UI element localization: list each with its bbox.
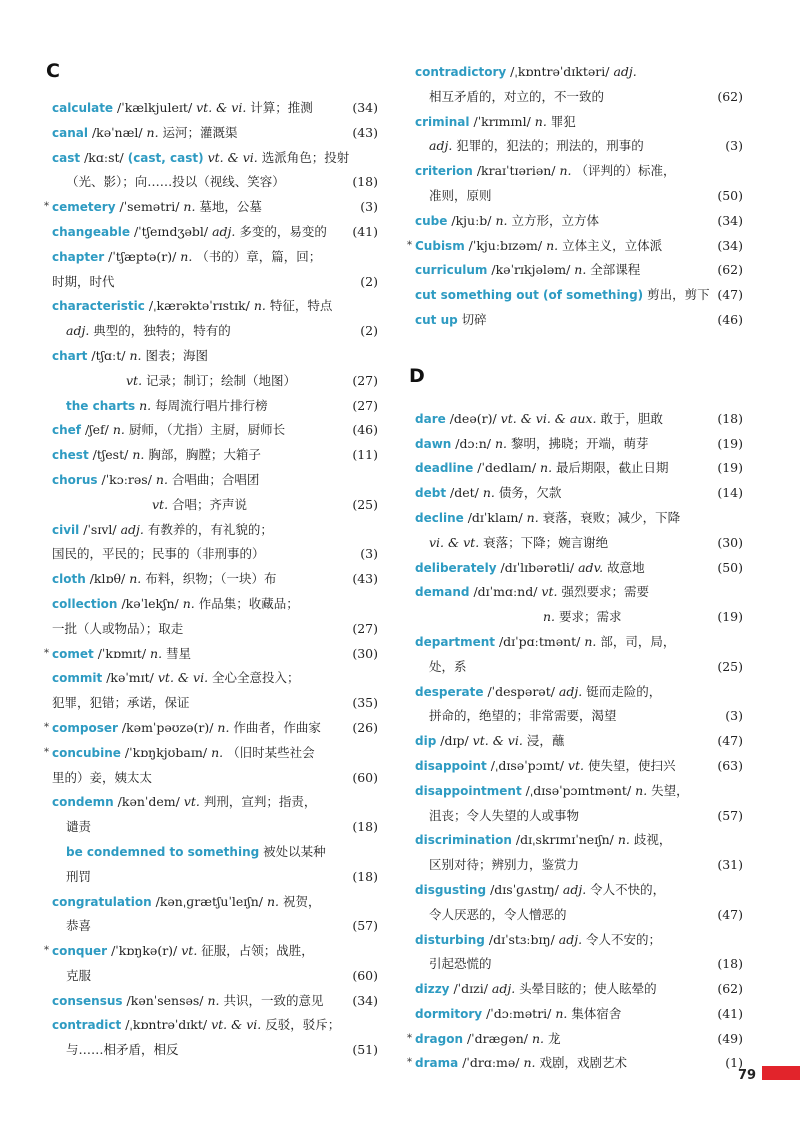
headword: chorus xyxy=(52,472,98,487)
headword: drama xyxy=(415,1056,459,1071)
entry-curriculum: curriculum /kəˈrɪkjələm/ n. 全部课程 (62) xyxy=(415,258,743,283)
page-ref: (49) xyxy=(717,1030,743,1046)
star-marker: * xyxy=(44,945,49,957)
entry-disgusting: disgusting /dɪsˈɡʌstɪŋ/ adj. 令人不快的， xyxy=(415,881,666,897)
entry-cubism: * Cubism /ˈkjuːbɪzəm/ n. 立体主义，立体派 (34) xyxy=(415,234,743,259)
star-marker: * xyxy=(407,1057,412,1069)
page-ref: (19) xyxy=(717,435,743,451)
page-ref: (34) xyxy=(717,212,743,228)
page-ref: (25) xyxy=(352,496,378,512)
star-marker: * xyxy=(44,201,49,213)
headword: department xyxy=(415,634,495,649)
headword: consensus xyxy=(52,993,123,1008)
page-number: 79 xyxy=(738,1068,757,1083)
entry-criterion: criterion /kraɪˈtɪəriən/ n. （评判的）标准， xyxy=(415,163,676,179)
headword: characteristic xyxy=(52,299,145,314)
page-ref: (3) xyxy=(360,199,378,215)
page-ref: (30) xyxy=(717,534,743,550)
headword: cut something out (of something) xyxy=(415,288,644,303)
entry-commit-cont: 犯罪，犯错；承诺，保证 (35) xyxy=(52,691,378,716)
page-ref: (34) xyxy=(352,992,378,1008)
page-ref: (46) xyxy=(717,311,743,327)
headword: concubine xyxy=(52,745,121,760)
headword: criterion xyxy=(415,164,473,179)
entry-be-condemned-cont: 刑罚 (18) xyxy=(52,865,378,890)
page-ref: (47) xyxy=(717,906,743,922)
entry-collection: collection /kəˈlekʃn/ n. 作品集；收藏品； xyxy=(52,595,299,611)
entry-chorus-cont: vt. 合唱；齐声说 (25) xyxy=(52,493,378,518)
headword: contradictory xyxy=(415,65,507,79)
entry-consensus: consensus /kənˈsensəs/ n. 共识，一致的意见 (34) xyxy=(52,989,378,1014)
entry-dormitory: dormitory /ˈdɔːmətri/ n. 集体宿舍 (41) xyxy=(415,1002,743,1027)
headword: conquer xyxy=(52,944,108,959)
headword: disappointment xyxy=(415,783,522,798)
entry-discrimination-cont: 区别对待；辨别力，鉴赏力 (31) xyxy=(415,853,743,878)
headword: cut up xyxy=(415,312,458,327)
entry-condemn-cont: 谴责 (18) xyxy=(52,815,378,840)
entry-desperate: desperate /ˈdespərət/ adj. 铤而走险的， xyxy=(415,683,662,699)
entry-deadline: deadline /ˈdedlaɪn/ n. 最后期限，截止日期 (19) xyxy=(415,456,743,481)
page-ref: (30) xyxy=(352,645,378,661)
entry-demand: demand /dɪˈmɑːnd/ vt. 强烈要求；需要 xyxy=(415,584,649,600)
entry-concubine: * concubine /ˈkɒŋkjʊbaɪn/ n. （旧时某些社会 xyxy=(52,741,378,766)
entry-criminal: criminal /ˈkrɪmɪnl/ n. 罪犯 xyxy=(415,113,576,129)
page-ref: (25) xyxy=(717,658,743,674)
headword: chart xyxy=(52,348,88,363)
entry-contradictory-cont: 相互矛盾的，对立的，不一致的 (62) xyxy=(415,85,743,110)
headword: dare xyxy=(415,411,446,426)
headword: calculate xyxy=(52,101,114,115)
headword: cube xyxy=(415,213,448,228)
entry-cemetery: * cemetery /ˈsemətri/ n. 墓地，公墓 (3) xyxy=(52,195,378,220)
entry-disappointment: disappointment /ˌdɪsəˈpɔɪntmənt/ n. 失望， xyxy=(415,782,689,798)
page-ref: (50) xyxy=(717,187,743,203)
entry-desperate-cont: 拼命的，绝望的；非常需要，渴望 (3) xyxy=(415,704,743,729)
section-gap xyxy=(415,333,743,407)
entry-contradictory: contradictory /ˌkɒntrəˈdɪktəri/ adj. xyxy=(415,64,637,79)
star-marker: * xyxy=(407,239,412,251)
headword: chef xyxy=(52,423,82,438)
headword: civil xyxy=(52,522,80,537)
page-ref: (3) xyxy=(725,138,743,154)
headword: commit xyxy=(52,671,103,686)
entry-discrimination: discrimination /dɪˌskrɪmɪˈneɪʃn/ n. 歧视， xyxy=(415,832,672,848)
page-ref: (47) xyxy=(717,287,743,303)
entry-disappoint: disappoint /ˌdɪsəˈpɔɪnt/ vt. 使失望，使扫兴 (63) xyxy=(415,754,743,779)
page-ref: (18) xyxy=(717,956,743,972)
entry-concubine-cont: 里的）妾，姨太太 (60) xyxy=(52,766,378,791)
entry-dragon: * dragon /ˈdræɡən/ n. 龙 (49) xyxy=(415,1027,743,1052)
headword: dragon xyxy=(415,1031,463,1046)
headword: deadline xyxy=(415,461,474,476)
headword: dawn xyxy=(415,436,452,451)
page-ref: (62) xyxy=(717,262,743,278)
right-column xyxy=(407,60,743,1076)
headword: cast xyxy=(52,150,81,165)
entry-department: department /dɪˈpɑːtmənt/ n. 部，司，局， xyxy=(415,633,676,649)
entry-changeable: changeable /ˈtʃeɪndʒəbl/ adj. 多变的，易变的 (41) xyxy=(52,220,378,245)
headword: collection xyxy=(52,596,118,611)
entry-criterion-cont: 准则，原则 (50) xyxy=(415,184,743,209)
entry-demand-cont: n. 要求；需求 (19) xyxy=(415,605,743,630)
left-column xyxy=(44,96,378,1063)
headword: dormitory xyxy=(415,1006,483,1021)
entry-dip: dip /dɪp/ vt. & vi. 浸，蘸 (47) xyxy=(415,729,743,754)
entry-civil: civil /ˈsɪvl/ adj. 有教养的，有礼貌的； xyxy=(52,521,273,537)
headword: Cubism xyxy=(415,238,465,253)
page-ref: (34) xyxy=(352,100,378,115)
headword: deliberately xyxy=(415,560,497,575)
entry-collection-cont: 一批（人或物品）；取走 (27) xyxy=(52,617,378,642)
entry-congratulation-cont: 恭喜 (57) xyxy=(52,914,378,939)
entry-disappointment-cont: 沮丧；令人失望的人或事物 (57) xyxy=(415,804,743,829)
page-ref: (26) xyxy=(352,719,378,735)
headword: disturbing xyxy=(415,932,485,947)
entry-dare: dare /deə(r)/ vt. & vi. & aux. 敢于，胆敢 (18) xyxy=(415,407,743,432)
entry-cloth: cloth /klɒθ/ n. 布料，织物；（一块）布 (43) xyxy=(52,567,378,592)
entry-chart: chart /tʃɑːt/ n. 图表；海图 xyxy=(52,347,208,363)
entry-criminal-cont: adj. 犯罪的，犯法的；刑法的，刑事的 (3) xyxy=(415,134,743,159)
entry-congratulation: congratulation /kənˌɡrætʃuˈleɪʃn/ n. 祝贺， xyxy=(52,893,321,909)
entry-be-condemned: be condemned to something 被处以某种 xyxy=(66,843,326,859)
entry-chorus: chorus /ˈkɔːrəs/ n. 合唱曲；合唱团 xyxy=(52,471,260,487)
headword: contradict xyxy=(52,1018,122,1033)
page-ref: (50) xyxy=(717,559,743,575)
star-marker: * xyxy=(44,647,49,659)
entry-comet: * comet /ˈkɒmɪt/ n. 彗星 (30) xyxy=(52,642,378,667)
entry-the-charts: the charts n. 每周流行唱片排行榜 (27) xyxy=(52,394,378,419)
headword: cloth xyxy=(52,572,86,587)
entry-department-cont: 处，系 (25) xyxy=(415,655,743,680)
page-ref: (63) xyxy=(717,757,743,773)
page-ref: (60) xyxy=(352,769,378,785)
page-ref: (35) xyxy=(352,695,378,711)
page-ref: (43) xyxy=(352,571,378,587)
entry-chapter-cont: 时期，时代 (2) xyxy=(52,270,378,295)
headword: composer xyxy=(52,720,118,735)
entry-composer: * composer /kəmˈpəʊzə(r)/ n. 作曲者，作曲家 (26) xyxy=(52,716,378,741)
entry-dizzy: dizzy /ˈdɪzi/ adj. 头晕目眩的；使人眩晕的 (62) xyxy=(415,977,743,1002)
star-marker: * xyxy=(44,746,49,758)
headword: condemn xyxy=(52,795,114,810)
page-ref: (27) xyxy=(352,620,378,636)
headword: comet xyxy=(52,646,94,661)
section-heading-c: C xyxy=(46,60,60,82)
page-ref: (47) xyxy=(717,733,743,749)
entry-characteristic: characteristic /ˌkærəktəˈrɪstɪk/ n. 特征，特点 xyxy=(52,298,333,314)
page-ref: (11) xyxy=(352,447,378,463)
page-ref: (31) xyxy=(717,857,743,873)
page-ref: (18) xyxy=(352,174,378,190)
page-ref: (19) xyxy=(717,609,743,625)
page-ref: (51) xyxy=(352,1042,378,1058)
entry-canal: canal /kəˈnæl/ n. 运河；灌溉渠 (43) xyxy=(52,121,378,146)
headword: discrimination xyxy=(415,833,512,848)
entry-cut-up: cut up 切碎 (46) xyxy=(415,308,743,333)
star-marker: * xyxy=(407,1032,412,1044)
entry-contradict: contradict /ˌkɒntrəˈdɪkt/ vt. & vi. 反驳，驳斥； xyxy=(52,1017,341,1033)
entry-chef: chef /ʃef/ n. 厨师，（尤指）主厨，厨师长 (46) xyxy=(52,418,378,443)
entry-debt: debt /det/ n. 债务，欠款 (14) xyxy=(415,481,743,506)
page-ref: (34) xyxy=(717,237,743,253)
entry-condemn: condemn /kənˈdem/ vt. 判刑，宣判；指责， xyxy=(52,794,317,810)
entry-disgusting-cont: 令人厌恶的，令人憎恶的 (47) xyxy=(415,903,743,928)
entry-deliberately: deliberately /dɪˈlɪbərətli/ adv. 故意地 (50) xyxy=(415,556,743,581)
entry-disturbing: disturbing /dɪˈstɜːbɪŋ/ adj. 令人不安的； xyxy=(415,931,662,947)
page-ref: (27) xyxy=(352,397,378,413)
page-ref: (57) xyxy=(352,918,378,934)
headword: demand xyxy=(415,585,470,600)
entry-civil-cont: 国民的，平民的；民事的（非刑事的） (3) xyxy=(52,542,378,567)
page-ref: (46) xyxy=(352,422,378,438)
star-marker: * xyxy=(44,721,49,733)
page-ref: (27) xyxy=(352,372,378,388)
page-ref: (2) xyxy=(360,323,378,339)
page-ref: (18) xyxy=(352,868,378,884)
entry-decline: decline /dɪˈklaɪn/ n. 衰落，衰败；减少，下降 xyxy=(415,509,681,525)
page-ref: (41) xyxy=(352,223,378,239)
entry-chapter: chapter /ˈtʃæptə(r)/ n. （书的）章，篇，回； xyxy=(52,248,322,264)
headword: criminal xyxy=(415,114,470,129)
entry-drama: * drama /ˈdrɑːmə/ n. 戏剧，戏剧艺术 (1) xyxy=(415,1051,743,1076)
page-ref: (18) xyxy=(717,410,743,426)
headword: desperate xyxy=(415,684,484,699)
page-ref: (1) xyxy=(725,1055,743,1071)
page-ref: (2) xyxy=(360,273,378,289)
headword: canal xyxy=(52,125,88,140)
headword: disappoint xyxy=(415,758,487,773)
page-accent-bar xyxy=(762,1066,800,1080)
page-ref: (14) xyxy=(717,485,743,501)
page-ref: (57) xyxy=(717,807,743,823)
entry-conquer-cont: 克服 (60) xyxy=(52,964,378,989)
entry-cast: cast /kɑːst/ (cast, cast) vt. & vi. 选派角色；投射 xyxy=(52,149,350,165)
entry-commit: commit /kəˈmɪt/ vt. & vi. 全心全意投入； xyxy=(52,670,300,686)
page-ref: (19) xyxy=(717,460,743,476)
page-ref: (43) xyxy=(352,124,378,140)
headword: chest xyxy=(52,448,89,463)
headword: debt xyxy=(415,486,447,501)
headword: changeable xyxy=(52,224,130,239)
entry-chart-cont: vt. 记录；制订；绘制（地图） (27) xyxy=(52,369,378,394)
headword: decline xyxy=(415,510,464,525)
headword: chapter xyxy=(52,249,105,264)
entry-calculate: calculate /ˈkælkjuleɪt/ vt. & vi. 计算；推测 (34) xyxy=(52,96,378,121)
entry-dawn: dawn /dɔːn/ n. 黎明，拂晓；开端，萌芽 (19) xyxy=(415,432,743,457)
headword: dip xyxy=(415,734,437,749)
page-ref: (62) xyxy=(717,88,743,104)
entry-cut-out: cut something out (of something) 剪出，剪下 (47) xyxy=(415,283,743,308)
headword: be condemned to something xyxy=(66,844,260,859)
headword: curriculum xyxy=(415,263,488,278)
entry-cube: cube /kjuːb/ n. 立方形，立方体 (34) xyxy=(415,209,743,234)
entry-characteristic-cont: adj. 典型的，独特的，特有的 (2) xyxy=(52,319,378,344)
headword: the charts xyxy=(66,398,136,413)
section-heading-d: D xyxy=(409,365,425,387)
page-ref: (41) xyxy=(717,1005,743,1021)
entry-decline-cont: vi. & vt. 衰落；下降；婉言谢绝 (30) xyxy=(415,531,743,556)
entry-cast-cont: （光、影）；向……投以（视线、笑容） (18) xyxy=(52,170,378,195)
headword: dizzy xyxy=(415,982,450,997)
headword: disgusting xyxy=(415,882,487,897)
entry-contradict-cont: 与……相矛盾，相反 (51) xyxy=(52,1038,378,1063)
headword: cemetery xyxy=(52,200,116,215)
page-ref: (18) xyxy=(352,819,378,835)
entry-conquer: * conquer /ˈkɒŋkə(r)/ vt. 征服，占领；战胜， xyxy=(52,939,378,964)
headword: congratulation xyxy=(52,894,152,909)
entry-disturbing-cont: 引起恐慌的 (18) xyxy=(415,952,743,977)
page-ref: (60) xyxy=(352,967,378,983)
page-ref: (62) xyxy=(717,981,743,997)
entry-chest: chest /tʃest/ n. 胸部，胸膛；大箱子 (11) xyxy=(52,443,378,468)
page-ref: (3) xyxy=(360,546,378,562)
page-ref: (3) xyxy=(725,708,743,724)
